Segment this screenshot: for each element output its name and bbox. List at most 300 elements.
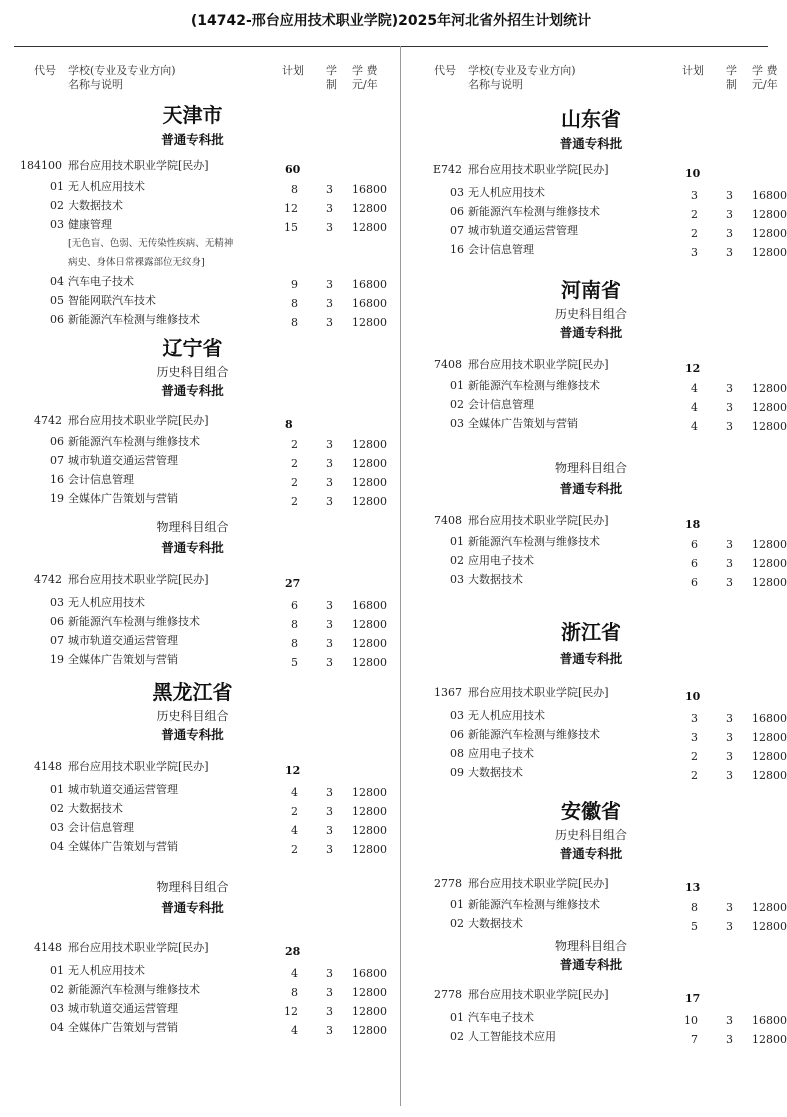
major-name: 汽车电子技术 bbox=[68, 275, 134, 288]
major-code: 03 bbox=[50, 1002, 64, 1015]
major-name: 新能源汽车检测与维修技术 bbox=[468, 898, 600, 911]
major-years: 3 bbox=[326, 495, 333, 508]
school-row bbox=[0, 938, 385, 957]
major-code: 01 bbox=[450, 535, 464, 548]
major-fee: 12800 bbox=[352, 1024, 387, 1037]
major-plan: 8 bbox=[291, 316, 298, 329]
major-code: 06 bbox=[450, 205, 464, 218]
major-code: 16 bbox=[50, 473, 64, 486]
major-fee: 12800 bbox=[752, 227, 787, 240]
school-row bbox=[400, 511, 782, 530]
school-plan: 10 bbox=[685, 167, 701, 180]
major-fee: 12800 bbox=[752, 401, 787, 414]
major-name: 城市轨道交通运营管理 bbox=[68, 634, 178, 647]
major-fee: 16800 bbox=[752, 712, 787, 725]
major-name: 会计信息管理 bbox=[68, 473, 134, 486]
major-row bbox=[0, 215, 385, 234]
major-note bbox=[0, 234, 385, 272]
major-plan: 2 bbox=[691, 208, 698, 221]
major-plan: 2 bbox=[691, 227, 698, 240]
major-name: 无人机应用技术 bbox=[68, 596, 145, 609]
subject-group: 历史科目组合 bbox=[156, 709, 229, 723]
major-plan: 4 bbox=[291, 967, 298, 980]
major-code: 03 bbox=[50, 218, 64, 231]
batch-label: 普通专科批 bbox=[559, 957, 623, 972]
major-years: 3 bbox=[726, 576, 733, 589]
major-row bbox=[400, 763, 787, 782]
header-code: 代号 bbox=[34, 64, 56, 77]
major-name: 全媒体广告策划与营销 bbox=[68, 653, 178, 666]
major-row bbox=[0, 961, 385, 980]
major-name: 城市轨道交通运营管理 bbox=[68, 1002, 178, 1015]
school-name: 邢台应用技术职业学院[民办] bbox=[468, 988, 609, 1001]
major-plan: 7 bbox=[691, 1033, 698, 1046]
batch-label: 普通专科批 bbox=[161, 727, 224, 742]
batch-label: 普通专科批 bbox=[559, 325, 623, 340]
school-plan: 27 bbox=[285, 577, 301, 590]
major-row bbox=[400, 202, 787, 221]
school-plan: 10 bbox=[685, 690, 701, 703]
subject-group: 历史科目组合 bbox=[156, 365, 229, 379]
major-name: 大数据技术 bbox=[68, 802, 123, 815]
major-fee: 16800 bbox=[352, 183, 387, 196]
major-plan: 10 bbox=[684, 1014, 698, 1027]
major-fee: 12800 bbox=[352, 457, 387, 470]
major-row bbox=[400, 240, 787, 259]
major-code: 06 bbox=[50, 615, 64, 628]
major-fee: 12800 bbox=[752, 920, 787, 933]
major-name: 大数据技术 bbox=[468, 917, 523, 930]
province-title: 黑龙江省 bbox=[152, 680, 233, 704]
major-name: 无人机应用技术 bbox=[468, 709, 545, 722]
school-name: 邢台应用技术职业学院[民办] bbox=[468, 686, 609, 699]
major-years: 3 bbox=[726, 227, 733, 240]
major-code: 01 bbox=[450, 379, 464, 392]
school-name: 邢台应用技术职业学院[民办] bbox=[68, 760, 209, 773]
school-code: 184100 bbox=[20, 159, 62, 172]
major-row bbox=[0, 837, 385, 856]
major-row bbox=[0, 272, 385, 291]
major-code: 01 bbox=[50, 964, 64, 977]
major-years: 3 bbox=[326, 297, 333, 310]
major-name: 无人机应用技术 bbox=[468, 186, 545, 199]
major-plan: 6 bbox=[691, 576, 698, 589]
major-fee: 12800 bbox=[352, 986, 387, 999]
major-code: 06 bbox=[50, 313, 64, 326]
major-row bbox=[0, 631, 385, 650]
major-fee: 12800 bbox=[352, 637, 387, 650]
school-code: 7408 bbox=[434, 514, 462, 527]
major-years: 3 bbox=[726, 1014, 733, 1027]
header-school-desc: 名称与说明 bbox=[68, 78, 123, 91]
school-code: 4742 bbox=[34, 414, 62, 427]
major-years: 3 bbox=[326, 656, 333, 669]
batch-label: 普通专科批 bbox=[559, 481, 623, 496]
major-plan: 12 bbox=[284, 1005, 298, 1018]
major-years: 3 bbox=[326, 1005, 333, 1018]
major-row bbox=[400, 895, 787, 914]
batch-label: 普通专科批 bbox=[559, 846, 623, 861]
school-name: 邢台应用技术职业学院[民办] bbox=[68, 941, 209, 954]
title-rule bbox=[14, 46, 768, 47]
major-plan: 4 bbox=[291, 824, 298, 837]
major-plan: 4 bbox=[691, 420, 698, 433]
major-fee: 12800 bbox=[352, 202, 387, 215]
batch-label: 普通专科批 bbox=[161, 540, 224, 555]
school-code: 7408 bbox=[434, 358, 462, 371]
major-plan: 2 bbox=[691, 769, 698, 782]
major-fee: 16800 bbox=[752, 1014, 787, 1027]
major-name: 会计信息管理 bbox=[468, 398, 534, 411]
major-plan: 8 bbox=[291, 297, 298, 310]
batch-label: 普通专科批 bbox=[161, 900, 224, 915]
province-title: 浙江省 bbox=[561, 620, 621, 644]
major-years: 3 bbox=[326, 618, 333, 631]
major-years: 3 bbox=[726, 538, 733, 551]
major-years: 3 bbox=[326, 637, 333, 650]
major-row bbox=[400, 1008, 787, 1027]
province-title: 山东省 bbox=[561, 107, 621, 131]
major-plan: 4 bbox=[291, 786, 298, 799]
major-row bbox=[400, 414, 787, 433]
major-plan: 4 bbox=[691, 382, 698, 395]
school-plan: 8 bbox=[285, 418, 293, 431]
major-years: 3 bbox=[326, 967, 333, 980]
major-plan: 6 bbox=[291, 599, 298, 612]
major-row bbox=[400, 570, 787, 589]
major-years: 3 bbox=[326, 843, 333, 856]
header-school: 学校(专业及专业方向) bbox=[468, 64, 576, 77]
school-plan: 13 bbox=[685, 881, 701, 894]
major-years: 3 bbox=[726, 557, 733, 570]
major-name: 新能源汽车检测与维修技术 bbox=[468, 379, 600, 392]
major-row bbox=[0, 612, 385, 631]
major-fee: 12800 bbox=[352, 221, 387, 234]
major-code: 03 bbox=[50, 821, 64, 834]
major-row bbox=[400, 532, 787, 551]
school-code: 4148 bbox=[34, 760, 62, 773]
header-fee: 学 费 bbox=[752, 64, 778, 77]
major-fee: 12800 bbox=[752, 208, 787, 221]
major-name: 新能源汽车检测与维修技术 bbox=[68, 615, 200, 628]
header-years-2: 制 bbox=[326, 78, 337, 91]
major-row bbox=[400, 706, 787, 725]
major-code: 07 bbox=[50, 634, 64, 647]
major-name: 城市轨道交通运营管理 bbox=[68, 454, 178, 467]
major-row bbox=[0, 1018, 385, 1037]
major-code: 02 bbox=[450, 554, 464, 567]
major-name: 新能源汽车检测与维修技术 bbox=[68, 313, 200, 326]
major-name: 会计信息管理 bbox=[68, 821, 134, 834]
batch-label: 普通专科批 bbox=[161, 383, 224, 398]
subject-group: 物理科目组合 bbox=[554, 939, 627, 953]
major-row bbox=[0, 310, 385, 329]
major-years: 3 bbox=[326, 438, 333, 451]
school-plan: 12 bbox=[285, 764, 301, 777]
major-years: 3 bbox=[726, 420, 733, 433]
major-years: 3 bbox=[726, 382, 733, 395]
major-row bbox=[400, 183, 787, 202]
school-row bbox=[0, 411, 385, 430]
major-row bbox=[0, 470, 385, 489]
major-code: 01 bbox=[50, 180, 64, 193]
major-plan: 2 bbox=[291, 843, 298, 856]
major-years: 3 bbox=[726, 731, 733, 744]
right-column bbox=[400, 60, 787, 1110]
major-years: 3 bbox=[726, 189, 733, 202]
major-years: 3 bbox=[326, 221, 333, 234]
major-fee: 12800 bbox=[352, 805, 387, 818]
major-years: 3 bbox=[726, 769, 733, 782]
major-fee: 12800 bbox=[752, 1033, 787, 1046]
left-column bbox=[0, 60, 385, 1110]
major-plan: 2 bbox=[291, 495, 298, 508]
header-code: 代号 bbox=[434, 64, 456, 77]
header-years: 学 bbox=[326, 64, 337, 77]
major-row bbox=[0, 818, 385, 837]
major-code: 03 bbox=[450, 417, 464, 430]
major-fee: 12800 bbox=[752, 769, 787, 782]
header-fee-2: 元/年 bbox=[752, 78, 778, 91]
major-years: 3 bbox=[726, 401, 733, 414]
school-row bbox=[0, 156, 385, 175]
school-name: 邢台应用技术职业学院[民办] bbox=[68, 159, 209, 172]
major-plan: 2 bbox=[291, 457, 298, 470]
major-code: 05 bbox=[50, 294, 64, 307]
major-plan: 3 bbox=[691, 712, 698, 725]
major-name: 无人机应用技术 bbox=[68, 180, 145, 193]
major-row bbox=[0, 177, 385, 196]
major-years: 3 bbox=[726, 920, 733, 933]
subject-group: 物理科目组合 bbox=[554, 461, 627, 475]
major-plan: 5 bbox=[691, 920, 698, 933]
major-row bbox=[400, 744, 787, 763]
header-plan: 计划 bbox=[682, 64, 704, 77]
note-line: 病史、身体日常裸露部位无纹身] bbox=[68, 257, 205, 268]
header-school: 学校(专业及专业方向) bbox=[68, 64, 176, 77]
major-plan: 3 bbox=[691, 731, 698, 744]
major-years: 3 bbox=[726, 1033, 733, 1046]
header-plan: 计划 bbox=[282, 64, 304, 77]
major-code: 02 bbox=[450, 398, 464, 411]
major-fee: 12800 bbox=[752, 538, 787, 551]
school-name: 邢台应用技术职业学院[民办] bbox=[68, 573, 209, 586]
major-years: 3 bbox=[726, 901, 733, 914]
major-code: 03 bbox=[450, 186, 464, 199]
major-name: 大数据技术 bbox=[68, 199, 123, 212]
major-years: 3 bbox=[326, 457, 333, 470]
school-code: E742 bbox=[432, 163, 462, 176]
major-code: 04 bbox=[50, 275, 64, 288]
major-years: 3 bbox=[326, 786, 333, 799]
batch-label: 普通专科批 bbox=[559, 651, 623, 666]
major-code: 01 bbox=[450, 898, 464, 911]
major-code: 16 bbox=[450, 243, 464, 256]
major-fee: 12800 bbox=[352, 843, 387, 856]
major-fee: 16800 bbox=[752, 189, 787, 202]
province-title: 安徽省 bbox=[561, 799, 621, 823]
major-code: 03 bbox=[450, 709, 464, 722]
major-plan: 4 bbox=[691, 401, 698, 414]
school-row bbox=[400, 985, 782, 1004]
header-years: 学 bbox=[726, 64, 737, 77]
major-fee: 12800 bbox=[352, 824, 387, 837]
school-code: 1367 bbox=[434, 686, 462, 699]
major-row bbox=[400, 376, 787, 395]
major-fee: 12800 bbox=[752, 576, 787, 589]
major-years: 3 bbox=[326, 278, 333, 291]
major-plan: 2 bbox=[291, 476, 298, 489]
school-code: 4148 bbox=[34, 941, 62, 954]
school-row bbox=[400, 355, 782, 374]
batch-label: 普通专科批 bbox=[161, 132, 224, 147]
major-plan: 8 bbox=[291, 986, 298, 999]
major-years: 3 bbox=[326, 1024, 333, 1037]
major-code: 04 bbox=[50, 840, 64, 853]
major-fee: 12800 bbox=[752, 420, 787, 433]
school-code: 2778 bbox=[434, 988, 462, 1001]
major-name: 城市轨道交通运营管理 bbox=[468, 224, 578, 237]
province-title: 辽宁省 bbox=[162, 336, 223, 360]
major-name: 健康管理 bbox=[68, 218, 112, 231]
major-fee: 16800 bbox=[352, 297, 387, 310]
major-code: 03 bbox=[450, 573, 464, 586]
major-fee: 16800 bbox=[352, 278, 387, 291]
batch-label: 普通专科批 bbox=[559, 136, 623, 151]
major-years: 3 bbox=[326, 986, 333, 999]
school-name: 邢台应用技术职业学院[民办] bbox=[468, 163, 609, 176]
school-row bbox=[400, 874, 782, 893]
major-fee: 12800 bbox=[752, 750, 787, 763]
major-code: 07 bbox=[450, 224, 464, 237]
major-code: 03 bbox=[50, 596, 64, 609]
school-row bbox=[400, 683, 782, 702]
major-name: 智能网联汽车技术 bbox=[68, 294, 156, 307]
major-plan: 5 bbox=[291, 656, 298, 669]
major-code: 01 bbox=[50, 783, 64, 796]
column-header bbox=[400, 60, 782, 98]
major-plan: 6 bbox=[691, 557, 698, 570]
major-fee: 12800 bbox=[352, 618, 387, 631]
major-plan: 6 bbox=[691, 538, 698, 551]
major-row bbox=[400, 725, 787, 744]
major-name: 应用电子技术 bbox=[468, 747, 534, 760]
major-years: 3 bbox=[726, 712, 733, 725]
school-row bbox=[0, 570, 385, 589]
major-years: 3 bbox=[326, 183, 333, 196]
province-title: 河南省 bbox=[561, 278, 621, 302]
major-years: 3 bbox=[326, 805, 333, 818]
major-plan: 3 bbox=[691, 189, 698, 202]
school-code: 4742 bbox=[34, 573, 62, 586]
major-code: 06 bbox=[450, 728, 464, 741]
major-row bbox=[0, 291, 385, 310]
major-row bbox=[0, 432, 385, 451]
major-fee: 12800 bbox=[352, 476, 387, 489]
major-plan: 9 bbox=[291, 278, 298, 291]
major-row bbox=[400, 551, 787, 570]
major-name: 全媒体广告策划与营销 bbox=[468, 417, 578, 430]
school-code: 2778 bbox=[434, 877, 462, 890]
school-name: 邢台应用技术职业学院[民办] bbox=[468, 877, 609, 890]
major-years: 3 bbox=[326, 824, 333, 837]
major-fee: 12800 bbox=[752, 557, 787, 570]
major-name: 会计信息管理 bbox=[468, 243, 534, 256]
major-name: 无人机应用技术 bbox=[68, 964, 145, 977]
major-plan: 4 bbox=[291, 1024, 298, 1037]
major-plan: 3 bbox=[691, 246, 698, 259]
note-line: [无色盲、色弱、无传染性疾病、无精神 bbox=[68, 238, 234, 249]
major-code: 06 bbox=[50, 435, 64, 448]
major-plan: 12 bbox=[284, 202, 298, 215]
major-fee: 12800 bbox=[752, 731, 787, 744]
major-row bbox=[400, 1027, 787, 1046]
major-fee: 12800 bbox=[752, 901, 787, 914]
major-name: 人工智能技术应用 bbox=[468, 1030, 556, 1043]
column-header bbox=[0, 60, 385, 98]
header-years-2: 制 bbox=[726, 78, 737, 91]
major-name: 新能源汽车检测与维修技术 bbox=[468, 728, 600, 741]
school-plan: 12 bbox=[685, 362, 701, 375]
major-name: 新能源汽车检测与维修技术 bbox=[68, 983, 200, 996]
school-name: 邢台应用技术职业学院[民办] bbox=[468, 514, 609, 527]
major-years: 3 bbox=[726, 208, 733, 221]
major-row bbox=[0, 451, 385, 470]
major-name: 大数据技术 bbox=[468, 766, 523, 779]
major-fee: 12800 bbox=[352, 1005, 387, 1018]
major-fee: 16800 bbox=[352, 599, 387, 612]
school-name: 邢台应用技术职业学院[民办] bbox=[468, 358, 609, 371]
major-plan: 8 bbox=[691, 901, 698, 914]
major-code: 08 bbox=[450, 747, 464, 760]
major-code: 02 bbox=[50, 802, 64, 815]
major-code: 19 bbox=[50, 653, 64, 666]
subject-group: 历史科目组合 bbox=[554, 307, 627, 321]
major-name: 新能源汽车检测与维修技术 bbox=[68, 435, 200, 448]
subject-group: 物理科目组合 bbox=[156, 520, 229, 534]
major-row bbox=[400, 221, 787, 240]
major-plan: 8 bbox=[291, 618, 298, 631]
major-plan: 8 bbox=[291, 637, 298, 650]
major-row bbox=[0, 799, 385, 818]
school-plan: 60 bbox=[285, 163, 301, 176]
major-fee: 12800 bbox=[352, 438, 387, 451]
header-school-desc: 名称与说明 bbox=[468, 78, 523, 91]
major-row bbox=[400, 914, 787, 933]
major-fee: 12800 bbox=[752, 246, 787, 259]
major-plan: 2 bbox=[691, 750, 698, 763]
major-name: 新能源汽车检测与维修技术 bbox=[468, 205, 600, 218]
subject-group: 历史科目组合 bbox=[554, 828, 627, 842]
major-row bbox=[0, 780, 385, 799]
major-code: 02 bbox=[450, 917, 464, 930]
major-years: 3 bbox=[326, 599, 333, 612]
major-fee: 12800 bbox=[352, 316, 387, 329]
school-plan: 18 bbox=[685, 518, 701, 531]
major-code: 19 bbox=[50, 492, 64, 505]
header-fee: 学 费 bbox=[352, 64, 378, 77]
major-code: 02 bbox=[50, 199, 64, 212]
header-fee-2: 元/年 bbox=[352, 78, 378, 91]
major-years: 3 bbox=[326, 476, 333, 489]
school-plan: 17 bbox=[685, 992, 701, 1005]
major-years: 3 bbox=[326, 202, 333, 215]
major-name: 全媒体广告策划与营销 bbox=[68, 1021, 178, 1034]
major-row bbox=[0, 196, 385, 215]
major-fee: 12800 bbox=[352, 495, 387, 508]
major-years: 3 bbox=[326, 316, 333, 329]
school-name: 邢台应用技术职业学院[民办] bbox=[68, 414, 209, 427]
